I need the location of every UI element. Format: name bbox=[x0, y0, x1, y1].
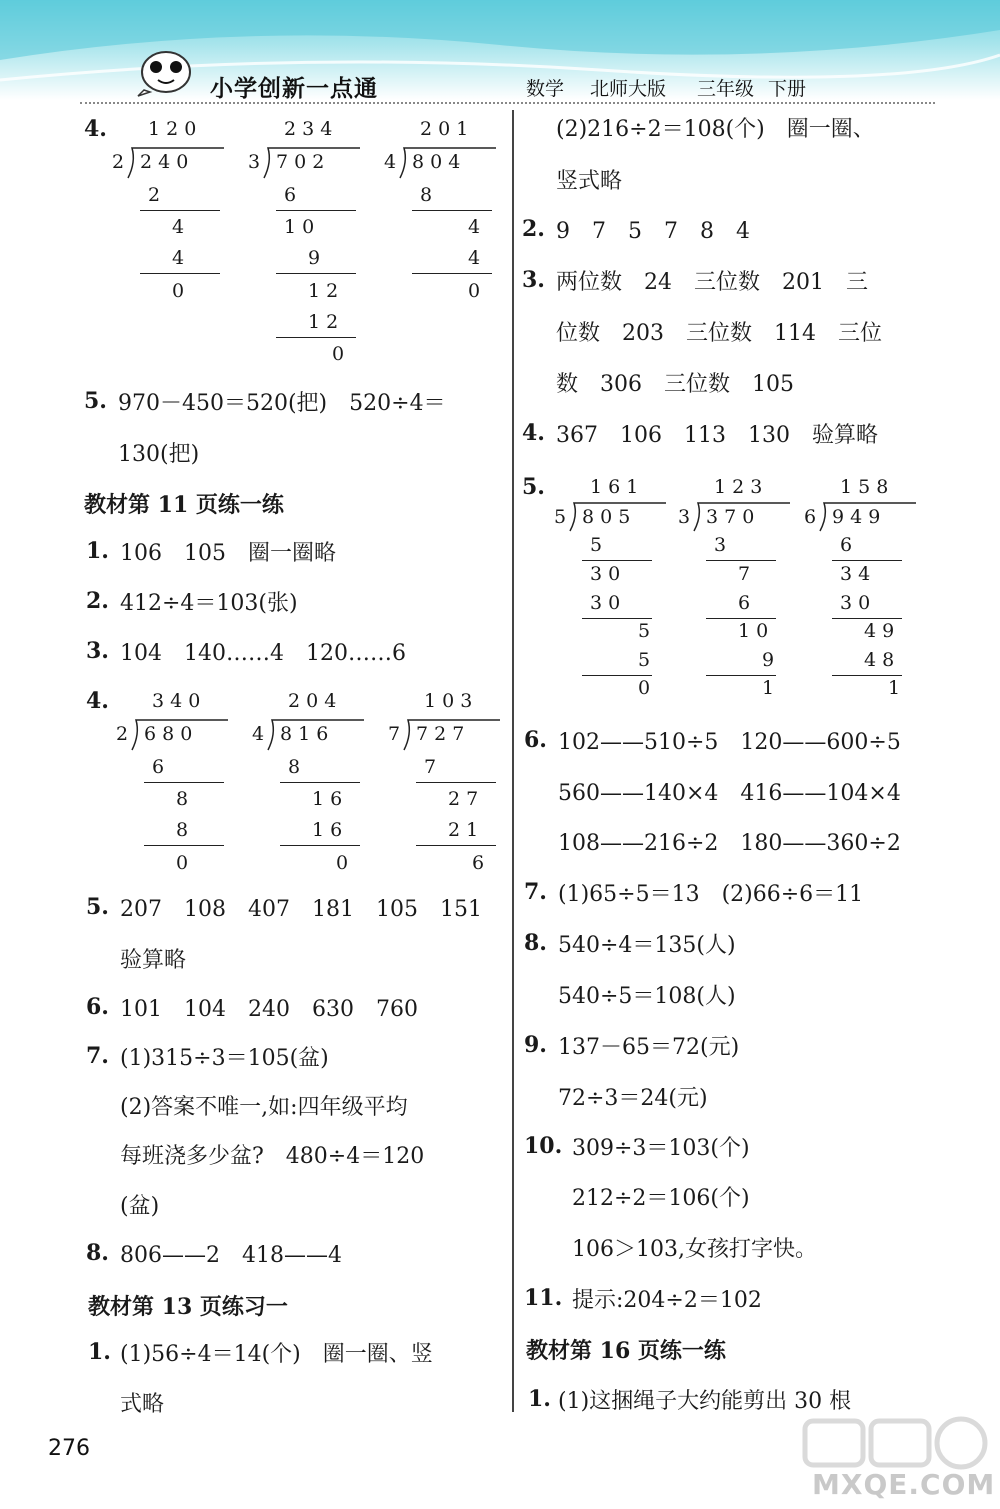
step: 1 2 bbox=[308, 280, 339, 302]
answer-text: (盆) bbox=[120, 1194, 160, 1219]
step: 4 bbox=[172, 247, 185, 269]
answer-text: 970－450＝520(把) 520÷4＝ bbox=[118, 391, 446, 416]
subject-label: 数学 bbox=[526, 78, 565, 100]
step-line bbox=[832, 560, 902, 561]
divisor: 2 bbox=[116, 723, 129, 745]
step: 6 bbox=[840, 534, 853, 556]
answer-text: 540÷4＝135(人) bbox=[558, 933, 736, 958]
step-line bbox=[706, 618, 776, 619]
step: 1 bbox=[762, 677, 775, 699]
step: 4 bbox=[172, 216, 185, 238]
step-line bbox=[412, 273, 492, 274]
question-number: 1. bbox=[88, 1339, 111, 1365]
step: 2 bbox=[148, 184, 161, 206]
answer-text: 104 140……4 120……6 bbox=[120, 641, 406, 666]
question-number: 8. bbox=[524, 930, 547, 956]
edition-label: 北师大版 bbox=[590, 78, 667, 100]
step: 5 bbox=[590, 534, 603, 556]
step-line bbox=[280, 845, 360, 846]
step: 6 bbox=[152, 756, 165, 778]
answer-text: 102——510÷5 120——600÷5 bbox=[558, 730, 901, 755]
answer-text: 367 106 113 130 验算略 bbox=[556, 423, 878, 448]
answer-text: 式略 bbox=[120, 1392, 165, 1417]
step-line bbox=[832, 618, 902, 619]
step-line bbox=[582, 675, 652, 676]
question-number: 4. bbox=[522, 420, 545, 446]
step: 0 bbox=[638, 677, 651, 699]
step: 2 7 bbox=[448, 788, 479, 810]
quotient: 3 4 0 bbox=[152, 690, 201, 712]
quotient: 1 2 3 bbox=[714, 476, 763, 498]
step: 1 0 bbox=[738, 620, 769, 642]
question-number: 8. bbox=[86, 1240, 109, 1266]
question-number: 7. bbox=[524, 879, 547, 905]
dividend: 8 1 6 bbox=[280, 723, 329, 745]
column-divider bbox=[512, 110, 514, 1412]
step: 4 9 bbox=[864, 620, 895, 642]
dividend: 7 0 2 bbox=[276, 151, 325, 173]
question-number: 10. bbox=[524, 1133, 563, 1159]
question-number: 1. bbox=[86, 538, 109, 564]
dividend: 8 0 5 bbox=[582, 506, 631, 528]
quotient: 2 0 1 bbox=[420, 118, 469, 140]
question-number: 4. bbox=[84, 116, 107, 142]
question-number: 11. bbox=[524, 1285, 563, 1311]
quotient: 2 0 4 bbox=[288, 690, 337, 712]
divisor: 3 bbox=[678, 506, 691, 528]
answer-text: 提示:204÷2＝102 bbox=[572, 1288, 762, 1313]
answer-text: 数 306 三位数 105 bbox=[556, 372, 794, 397]
step: 0 bbox=[332, 343, 345, 365]
answer-text: 106＞103,女孩打字快。 bbox=[572, 1237, 817, 1262]
step: 3 0 bbox=[590, 592, 621, 614]
step-line bbox=[582, 618, 652, 619]
step: 0 bbox=[176, 852, 189, 874]
answer-text: (2)答案不唯一,如:四年级平均 bbox=[120, 1095, 408, 1120]
step-line bbox=[412, 210, 492, 211]
step: 4 bbox=[468, 216, 481, 238]
question-number: 5. bbox=[522, 474, 545, 500]
answer-text: 两位数 24 三位数 201 三 bbox=[556, 270, 868, 295]
answer-text: (2)216÷2＝108(个) 圈一圈、 bbox=[556, 117, 875, 142]
volume-label: 下册 bbox=[768, 78, 807, 100]
step-line bbox=[276, 337, 356, 338]
answer-text: 137－65＝72(元) bbox=[558, 1035, 740, 1060]
answer-text: 309÷3＝103(个) bbox=[572, 1136, 750, 1161]
step: 0 bbox=[336, 852, 349, 874]
step: 7 bbox=[424, 756, 437, 778]
brand-title: 小学创新一点通 bbox=[210, 76, 378, 102]
quotient: 1 6 1 bbox=[590, 476, 639, 498]
quotient: 2 3 4 bbox=[284, 118, 333, 140]
step-line bbox=[276, 210, 356, 211]
step: 9 bbox=[308, 247, 321, 269]
question-number: 5. bbox=[84, 388, 107, 414]
mascot-icon bbox=[136, 42, 198, 98]
step-line bbox=[140, 273, 220, 274]
divisor: 6 bbox=[804, 506, 817, 528]
answer-text: 212÷2＝106(个) bbox=[572, 1186, 750, 1211]
step: 6 bbox=[738, 592, 751, 614]
dividend: 8 0 4 bbox=[412, 151, 461, 173]
step: 1 bbox=[888, 677, 901, 699]
answer-text: 806——2 418——4 bbox=[120, 1243, 342, 1268]
answer-text: 560——140×4 416——104×4 bbox=[558, 781, 901, 806]
step: 8 bbox=[288, 756, 301, 778]
divisor: 2 bbox=[112, 151, 125, 173]
step-line bbox=[276, 273, 356, 274]
step: 7 bbox=[738, 563, 751, 585]
step-line bbox=[280, 782, 360, 783]
step: 4 bbox=[468, 247, 481, 269]
answer-text: 540÷5＝108(人) bbox=[558, 984, 736, 1009]
step: 0 bbox=[172, 280, 185, 302]
step: 2 1 bbox=[448, 819, 479, 841]
answer-text: 每班浇多少盆? 480÷4＝120 bbox=[120, 1144, 425, 1169]
step: 6 bbox=[284, 184, 297, 206]
header-divider bbox=[80, 102, 935, 104]
question-number: 2. bbox=[86, 588, 109, 614]
step: 8 bbox=[420, 184, 433, 206]
answer-text: 106 105 圈一圈略 bbox=[120, 541, 336, 566]
question-number: 9. bbox=[524, 1032, 547, 1058]
section-heading: 教材第 16 页练一练 bbox=[526, 1338, 726, 1364]
question-number: 5. bbox=[86, 894, 109, 920]
step: 5 bbox=[638, 620, 651, 642]
divisor: 4 bbox=[384, 151, 397, 173]
answer-text: 108——216÷2 180——360÷2 bbox=[558, 831, 901, 856]
step-line bbox=[144, 782, 224, 783]
question-number: 1. bbox=[528, 1386, 551, 1412]
answer-text: (1)这捆绳子大约能剪出 30 根 bbox=[558, 1389, 852, 1414]
answer-text: 竖式略 bbox=[556, 169, 623, 194]
question-number: 6. bbox=[524, 727, 547, 753]
step-line bbox=[140, 210, 220, 211]
step-line bbox=[144, 845, 224, 846]
step: 3 bbox=[714, 534, 727, 556]
divisor: 4 bbox=[252, 723, 265, 745]
answer-text: (1)56÷4＝14(个) 圈一圈、竖 bbox=[120, 1342, 433, 1367]
step: 1 6 bbox=[312, 819, 343, 841]
step-line bbox=[832, 675, 902, 676]
section-heading: 教材第 13 页练习一 bbox=[88, 1294, 288, 1320]
answer-text: 130(把) bbox=[118, 442, 200, 467]
answer-text: (1)315÷3＝105(盆) bbox=[120, 1046, 329, 1071]
quotient: 1 0 3 bbox=[424, 690, 473, 712]
step: 1 6 bbox=[312, 788, 343, 810]
question-number: 3. bbox=[86, 638, 109, 664]
section-heading: 教材第 11 页练一练 bbox=[84, 492, 284, 518]
step: 3 0 bbox=[590, 563, 621, 585]
answer-text: 207 108 407 181 105 151 bbox=[120, 897, 482, 922]
question-number: 6. bbox=[86, 994, 109, 1020]
step: 3 4 bbox=[840, 563, 871, 585]
question-number: 4. bbox=[86, 688, 109, 714]
step: 0 bbox=[468, 280, 481, 302]
divisor: 3 bbox=[248, 151, 261, 173]
step: 8 bbox=[176, 819, 189, 841]
grade-label: 三年级 bbox=[697, 78, 755, 100]
step: 8 bbox=[176, 788, 189, 810]
question-number: 7. bbox=[86, 1043, 109, 1069]
answer-text: 412÷4＝103(张) bbox=[120, 591, 298, 616]
step: 9 bbox=[762, 649, 775, 671]
answer-text: 9 7 5 7 8 4 bbox=[556, 219, 750, 244]
step-line bbox=[416, 845, 496, 846]
answer-text: 位数 203 三位数 114 三位 bbox=[556, 321, 882, 346]
step-line bbox=[706, 560, 776, 561]
dividend: 2 4 0 bbox=[140, 151, 189, 173]
quotient: 1 5 8 bbox=[840, 476, 889, 498]
answer-text: (1)65÷5＝13 (2)66÷6＝11 bbox=[558, 882, 864, 907]
watermark-text: MXQE.COM bbox=[812, 1468, 996, 1501]
dividend: 3 7 0 bbox=[706, 506, 755, 528]
divisor: 5 bbox=[554, 506, 567, 528]
dividend: 6 8 0 bbox=[144, 723, 193, 745]
question-number: 3. bbox=[522, 267, 545, 293]
quotient: 1 2 0 bbox=[148, 118, 197, 140]
answer-text: 72÷3＝24(元) bbox=[558, 1086, 708, 1111]
step: 6 bbox=[472, 852, 485, 874]
dividend: 7 2 7 bbox=[416, 723, 465, 745]
step-line bbox=[706, 675, 776, 676]
dividend: 9 4 9 bbox=[832, 506, 881, 528]
step: 4 8 bbox=[864, 649, 895, 671]
answer-text: 101 104 240 630 760 bbox=[120, 997, 418, 1022]
step: 3 0 bbox=[840, 592, 871, 614]
answer-text: 验算略 bbox=[120, 948, 187, 973]
step-line bbox=[582, 560, 652, 561]
step: 5 bbox=[638, 649, 651, 671]
divisor: 7 bbox=[388, 723, 401, 745]
step: 1 2 bbox=[308, 311, 339, 333]
question-number: 2. bbox=[522, 216, 545, 242]
step-line bbox=[416, 782, 496, 783]
page-number: 276 bbox=[48, 1436, 90, 1461]
step: 1 0 bbox=[284, 216, 315, 238]
